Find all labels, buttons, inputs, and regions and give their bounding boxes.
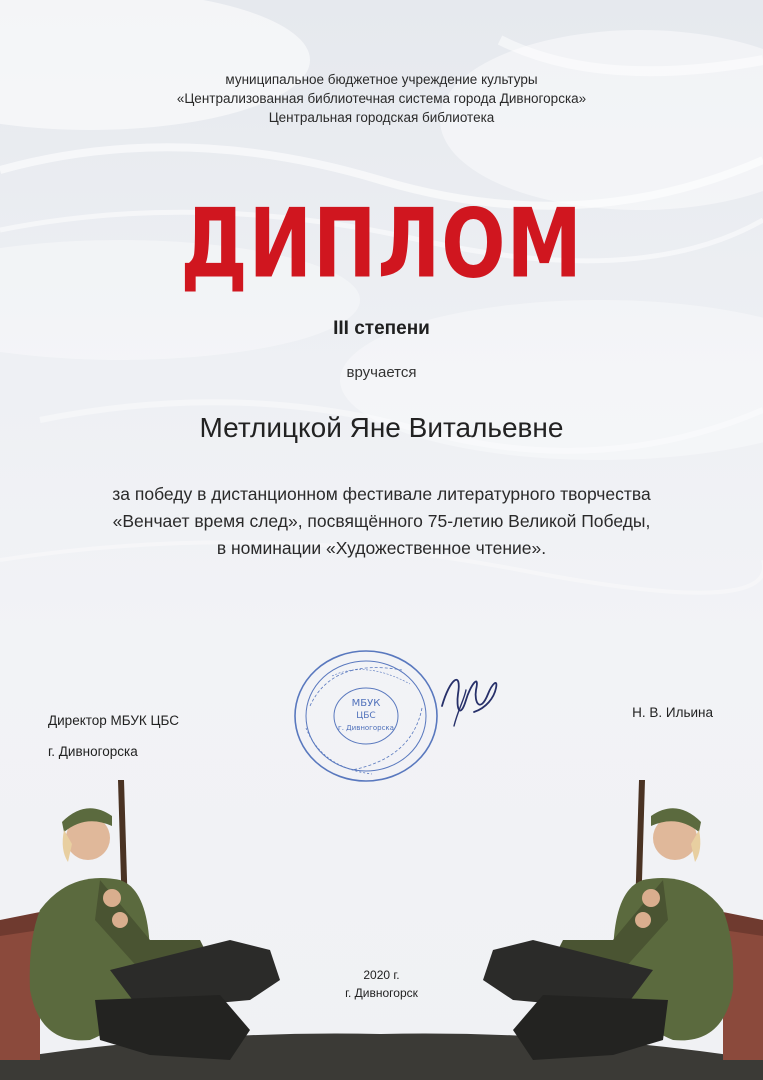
stamp-text-3: г. Дивногорска — [338, 724, 394, 732]
footer-year: 2020 г. — [363, 968, 400, 982]
org-line-1: муниципальное бюджетное учреждение культуры — [225, 72, 538, 87]
soldier-illustration-right — [473, 770, 763, 1080]
degree: III степени — [333, 318, 430, 339]
official-stamp — [292, 648, 440, 784]
handwritten-signature — [436, 660, 506, 732]
stamp-text-1: МБУК — [351, 698, 381, 709]
stamp-text-2: ЦБС — [356, 711, 376, 721]
recipient-name: Метлицкой Яне Витальевне — [199, 412, 564, 443]
org-line-3: Центральная городская библиотека — [268, 110, 495, 125]
awarded-label: вручается — [346, 364, 417, 381]
diploma-title-text: ДИПЛОМ — [180, 188, 583, 299]
diploma-title — [0, 188, 763, 299]
reason-line-1: за победу в дистанционном фестивале литературного творчества — [112, 484, 651, 504]
signatory-position-line-2: г. Дивногорска — [48, 744, 138, 759]
soldier-illustration-left — [0, 770, 290, 1080]
award-reason — [0, 481, 763, 562]
signatory-position-line-1: Директор МБУК ЦБС — [48, 713, 179, 728]
reason-line-2: «Венчает время след», посвящённого 75-летию Великой Победы, — [112, 511, 651, 531]
signatory-name: Н. В. Ильина — [632, 705, 713, 720]
signatory-position — [48, 705, 179, 767]
reason-line-3: в номинации «Художественное чтение». — [216, 538, 547, 558]
footer-city: г. Дивногорск — [345, 986, 418, 1000]
org-line-2: «Централизованная библиотечная система города Дивногорска» — [176, 91, 587, 106]
organization-header — [0, 70, 763, 127]
